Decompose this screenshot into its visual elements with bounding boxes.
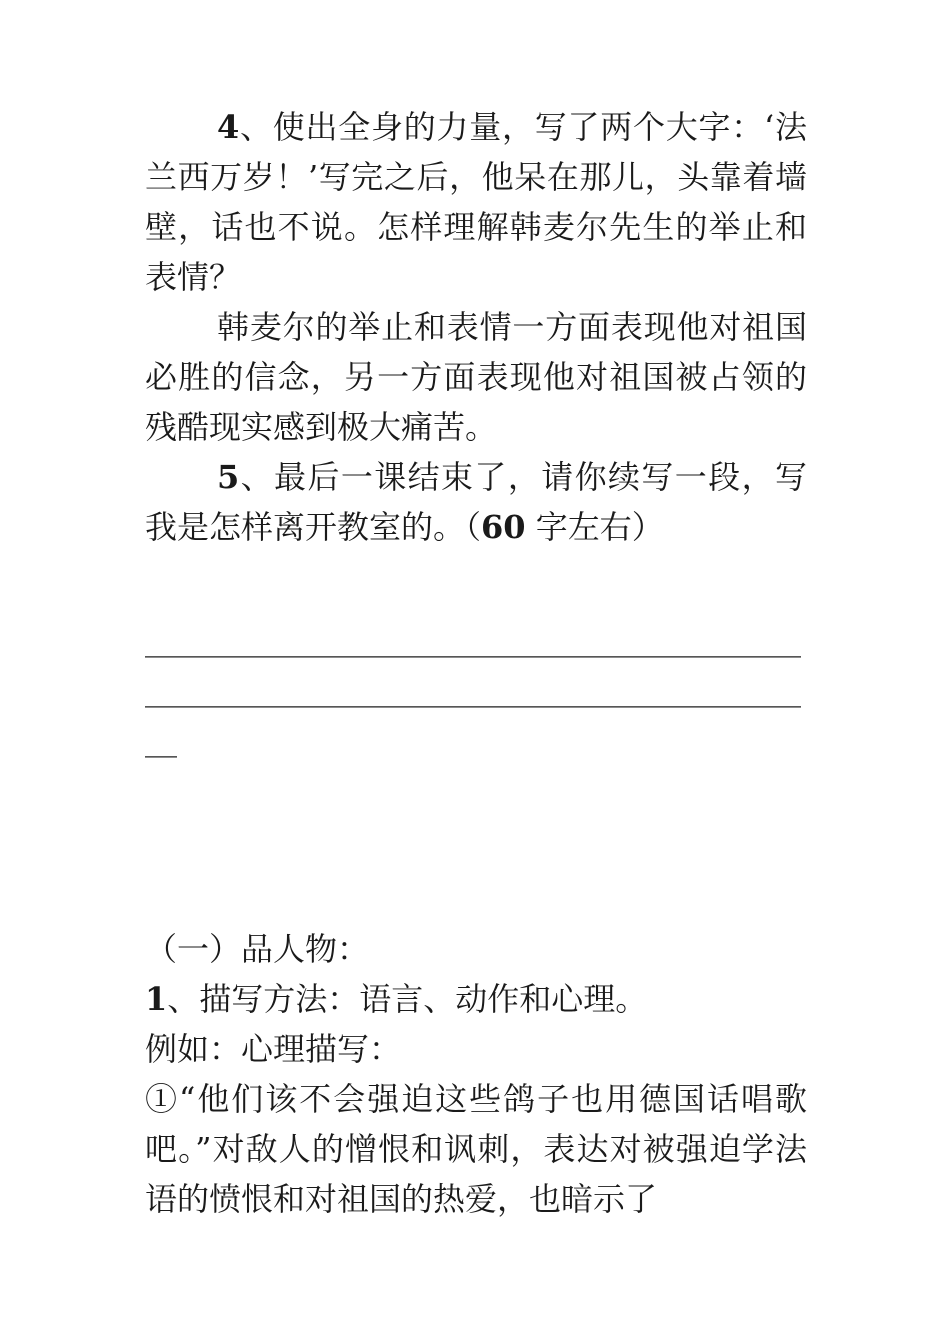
item-1-text: 、描写方法：语言、动作和心理。	[167, 980, 648, 1018]
question-4-text: 、使出全身的力量，写了两个大字：‘法兰西万岁！’写完之后，他呆在那儿，头靠着墙壁，话也不说。怎样理解韩麦尔先生的举止和表情？	[145, 108, 807, 296]
example-1: ①“他们该不会强迫这些鸽子也用德国话唱歌吧。”对敌人的憎恨和讽刺，表达对被强迫学法语的愤恨和对祖国的热爱，也暗示了	[145, 1080, 807, 1218]
question-5-word-count: 60	[481, 508, 526, 546]
answer-4: 韩麦尔的举止和表情一方面表现他对祖国必胜的信念，另一方面表现他对祖国被占领的残酷现实感到极大痛苦。	[145, 308, 807, 446]
spacer	[145, 552, 807, 614]
question-4-number: 4	[217, 108, 240, 146]
question-4	[145, 102, 807, 302]
question-5-text-after: 字左右）	[525, 508, 664, 546]
section-heading: （一）品人物：	[145, 930, 370, 968]
question-5	[145, 452, 807, 552]
document-page	[145, 102, 807, 1224]
spacer	[145, 764, 807, 924]
item-1	[145, 974, 807, 1024]
example-label: 例如：心理描写：	[145, 1030, 402, 1068]
question-5-number: 5	[217, 458, 240, 496]
answer-blank-lines: ____________________________________________________________________________________	[145, 620, 801, 758]
item-1-number: 1	[145, 980, 168, 1018]
question-5-text-before: 、最后一课结束了，请你续写一段，写我是怎样离开教室的。（	[145, 458, 807, 546]
